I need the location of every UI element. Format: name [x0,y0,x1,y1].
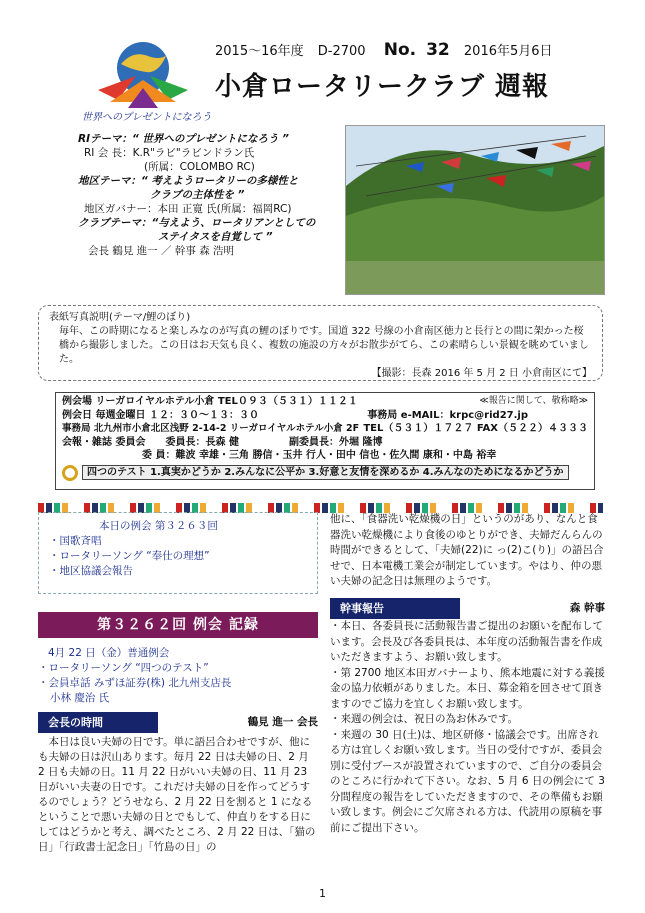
meeting-date: 4月 22 日（金）普通例会 [48,647,170,659]
theme-row [78,146,340,160]
agenda-title: 本日の例会 第３２６３回 [99,520,218,532]
theme-row [78,160,340,174]
theme-row [78,202,340,216]
speaker-name: 小林 慶治 氏 [50,692,110,704]
theme-label: 地区テーマ： [78,175,141,187]
club-title: 小倉ロータリークラブ 週報 [215,72,550,102]
committee-line: 会報・雑誌 委員会 委員長：長森 健 副委員長：外堀 隆博 [62,436,383,448]
presidents-time-heading: 会長の時間 [38,712,158,733]
issue-line [215,40,563,60]
continued-text: 他に、「食器洗い乾燥機の日」というのがあり、なんと食器洗い乾燥機により食後のゆとりができ、夫婦だんらんの時間ができるとして、「夫婦(22)に っ(2)こ(り)」の語呂合せで、日本電機工業会が制定しています。やはり、仲の悪い夫婦の記念日は無理のようです。 [330,513,604,587]
secretary-name: 森 幹事 [569,601,605,614]
four-way-test: 四つのテスト 1.真実かどうか 2.みんなに公平か 3.好意と友情を深めるか 4.みんなのためになるかどうか [82,465,569,481]
presidents-time-text: 本日は良い夫婦の日です。単に語呂合わせですが、他にも夫婦の日は沢山あります。毎月 22 日は夫婦の日、2 月 2 日も夫婦の日。11 月 22 日がいい夫婦の日、11 月 23 日がいい夫妻の日です。これだけ夫婦の日を作ってどうするのでしょう？どうせなら、2 月 22 日を割ると 1 になるということで悪い夫婦の日とでもして、仲直りをする日にしてはどうかと考え、調べたところ、2 月 22 日は、「猫の日」「行政書士記念日」「竹島の日」の [38,736,316,853]
report-item: ・本日、各委員長に活動報告書ご提出のお願いを配布しています。会長及び各委員長は、本年度の活動報告書を作成いただきますよう、お願い致します。 [330,620,603,663]
song-line: ・ロータリーソング “四つのテスト” [38,662,209,674]
district: D-2700 [317,44,366,59]
theme-row [78,132,340,146]
theme-block [78,132,340,258]
cover-title: 表紙写真説明(テーマ/鯉のぼり) [49,312,191,323]
agenda-item: ・ロータリーソング “奉仕の理想” [49,550,210,562]
secretary-report-heading: 幹事報告 [330,598,460,620]
theme-row [78,216,340,230]
theme-value: “ 考えようロータリーの多様性と [141,175,299,187]
issue-label: No. [383,40,417,60]
theme-value: ステイタスを自覚して ” [158,231,273,243]
carp-streamer-photo [345,125,605,295]
president-name: 鶴見 進一 会長 [247,716,318,728]
theme-label: クラブテーマ： [78,217,152,229]
issue-date: 2016年5月6日 [463,44,553,59]
report-item: ・来週の 30 日(土)は、地区研修・協議会です。出席される方は宜しくお願い致します。当日の受付ですが、委員会別に受付ブースが設置されていますので、ご自分の委員会のところに行かれて下さい。なお、5 月 6 日の例会にて 3 分間程度の報告をしていただきますので、その準備もお願い致します。例会にご欠席される方は、代読用の原稿を事前にご提出下さい。 [330,728,605,834]
theme-value: (所属：COLOMBO RC) [144,161,255,173]
speaker-line: ・会員卓話 みずほ証券(株) 北九州支店長 [38,677,232,689]
theme-row [78,244,340,258]
report-item: ・来週の例会は、祝日の為お休みです。 [330,713,519,725]
theme-value: クラブの主体性を ” [150,189,245,201]
page-number: 1 [319,887,326,900]
fiscal-year: 2015〜16年度 [215,44,304,59]
cover-credit: 【撮影：長森 2016 年 5 月 2 日 小倉南区にて】 [371,368,592,379]
agenda-item: ・地区協議会報告 [49,565,133,577]
theme-row [78,174,340,188]
theme-value: “与えよう、ロータリアンとしての [151,217,316,229]
right-column [330,512,605,836]
venue-line: 例会場 リーガロイヤルホテル小倉 TEL０９３（５３１）１１２１ [62,396,358,407]
rotary-wheel-icon [62,465,78,481]
office-phone: TEL（５３１）１７２７ FAX（５２２）４３３３ [363,423,588,434]
motto-text: 世界へのプレゼントになろう [82,112,212,123]
cover-description [38,305,603,381]
theme-label: RI 会 長： [84,147,133,159]
agenda-item: ・国歌斉唱 [49,535,102,547]
issue-number: 32 [426,40,450,60]
meeting-day-line: 例会日 毎週金曜日 １２：３０〜１３：３０ [62,409,259,421]
theme-value: 本田 正寛 氏(所属：福岡RC) [157,203,292,215]
theme-value: “ 世界へのプレゼントになろう ” [132,133,289,145]
theme-label: 地区ガバナー： [84,203,158,215]
committee-members: 委 員：難波 幸雄・三角 勝信・玉井 行人・田中 信也・佐久間 康和・中島 裕幸 [142,450,497,461]
meeting-record-banner: 第３２６２回 例会 記録 [38,612,318,638]
cover-text: 毎年、この時期になると楽しみなのが写真の鯉のぼりです。国道 322 号線の小倉南区徳力と長行との間に架かった桜橋から撮影しました。この日はお天気も良く、複数の施設の方々がお散歩がてら、この素晴らしい景観を眺めていました。 [59,326,589,365]
rotary-theme-logo [88,30,198,115]
office-address: 事務局 北九州市小倉北区浅野 2-14-2 リーガロイヤルホテル小倉 2F [62,423,360,434]
email-line[interactable]: 事務局 e-MAIL：krpc@rid27.jp [367,409,528,421]
theme-row [78,230,340,244]
report-item: ・第 2700 地区本田ガバナーより、熊本地震に対する義援金の協力依頼がありました。本日、募金箱を回させて頂きますのでご協力を宜しくお願い致します。 [330,666,605,710]
honorific-note: ≪報告に関して、敬称略≫ [479,396,588,406]
todays-meeting-box [38,512,318,594]
theme-value: K.R"ラビ"ラビンドラン氏 [132,147,255,159]
officers-line: 会長 鶴見 進一 ／ 幹事 森 浩明 [88,245,235,257]
club-info-box [55,392,595,490]
theme-label: RIテーマ： [78,133,132,145]
left-column [38,646,318,855]
theme-row [78,188,340,202]
